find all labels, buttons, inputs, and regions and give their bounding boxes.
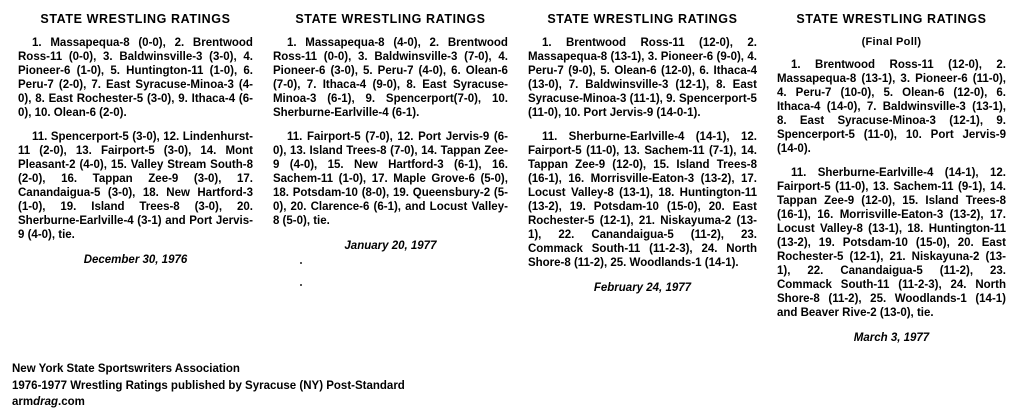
column-4-title: STATE WRESTLING RATINGS xyxy=(796,12,987,26)
ratings-column-1 xyxy=(8,10,263,266)
footer-line-publication: 1976-1977 Wrestling Ratings published by Syracuse (NY) Post-Standard xyxy=(12,379,405,392)
column-3-paragraph-1: 1. Brentwood Ross-11 (12-0), 2. Massapequa-8 (13-1), 3. Pioneer-6 (9-0), 4. Peru-7 (9-0), 5. Olean-6 (12-0), 6. Ithaca-4 (13-0), 7. Baldwinsville-3 (12-1), 8. East Syracuse-Minoa-3 (11-1), 9. Spencerport-5 (11-0), 10. Port Jervis-9 (14-0-1). xyxy=(527,37,757,120)
website-suffix: .com xyxy=(58,396,85,409)
ratings-column-2 xyxy=(263,10,518,252)
column-3-title: STATE WRESTLING RATINGS xyxy=(547,12,738,26)
footer-credits xyxy=(12,361,405,411)
website-emphasis: drag xyxy=(33,396,59,409)
ratings-column-3 xyxy=(518,10,767,294)
scan-artifact-dot xyxy=(300,284,302,286)
column-4-paragraph-1: 1. Brentwood Ross-11 (12-0), 2. Massapequa-8 (13-1), 3. Pioneer-6 (11-0), 4. Peru-7 (10-0), 5. Olean-6 (12-0), 6. Ithaca-4 (14-0), 7. Baldwinsville-3 (13-1), 8. East Syracuse-Minoa-3 (12-1), 9. Spencerport-5 (11-0), 10. Port Jervis-9 (14-0). xyxy=(776,59,1006,156)
column-3-paragraph-2: 11. Sherburne-Earlville-4 (14-1), 12. Fairport-5 (11-0), 13. Sachem-11 (7-1), 14. Tappan Zee-9 (12-0), 15. Island Trees-8 (16-1), 16. Morrisville-Eaton-3 (13-2), 17. Locust Valley-8 (13-1), 18. Huntington-11 (13-2), 19. Potsdam-10 (15-0), 20. East Rochester-5 (12-1), 21. Niskayuma-2 (13-1), 22. Canandaigua-5 (11-2), 23. Commack South-11 (11-2-3), 24. North Shore-8 (11-2), 25. Woodlands-1 (14-1). xyxy=(527,131,757,270)
website-prefix: arm xyxy=(12,396,34,409)
column-2-paragraph-2: 11. Fairport-5 (7-0), 12. Port Jervis-9 (6-0), 13. Island Trees-8 (7-0), 14. Tappan Zee-9 (4-0), 15. New Hartford-3 (6-1), 16. Sachem-11 (1-0), 17. Maple Grove-6 (5-0), 18. Potsdam-10 (8-0), 19. Queensbury-2 (5-0), 20. Clarence-6 (6-1), and Locust Valley-8 (5-0), tie. xyxy=(272,131,508,228)
column-4-date: March 3, 1977 xyxy=(853,332,930,345)
column-1-title: STATE WRESTLING RATINGS xyxy=(40,12,231,26)
column-2-title: STATE WRESTLING RATINGS xyxy=(295,12,486,26)
ratings-column-4 xyxy=(767,10,1016,344)
column-4-paragraph-2: 11. Sherburne-Earlville-4 (14-1), 12. Fairport-5 (11-0), 13. Sachem-11 (9-1), 14. Tappan Zee-9 (12-0), 15. Island Trees-8 (16-1), 16. Morrisville-Eaton-3 (13-2), 17. Locust Valley-8 (13-1), 18. Huntington-11 (13-2), 19. Potsdam-10 (15-0), 20. East Rochester-5 (12-1), 21. Niskayuna-2 (13-1), 22. Canandaigua-5 (11-2), 23. Commack South-11 (11-2-3), 24. North Shore-8 (11-2), 25. Woodlands-1 (14-1) and Beaver Rive-2 (13-0), tie. xyxy=(776,167,1006,320)
column-1-date: December 30, 1976 xyxy=(83,254,188,267)
column-4-subtitle: (Final Poll) xyxy=(861,36,922,48)
column-2-date: January 20, 1977 xyxy=(344,240,437,253)
scan-artifact-dot xyxy=(300,262,302,264)
column-2-paragraph-1: 1. Massapequa-8 (4-0), 2. Brentwood Ross-11 (0-0), 3. Baldwinsville-3 (7-0), 4. Pioneer-6 (3-0), 5. Peru-7 (4-0), 6. Olean-6 (7-0), 7. Ithaca-4 (9-0), 8. East Syracuse-Minoa-3 (6-1), 9. Spencerport(7-0), 10. Sherburne-Earlville-4 (6-1). xyxy=(272,37,508,120)
footer-line-association: New York State Sportswriters Association xyxy=(12,362,240,375)
column-1-paragraph-2: 11. Spencerport-5 (3-0), 12. Lindenhurst-11 (2-0), 13. Fairport-5 (3-0), 14. Mont Pleasant-2 (4-0), 15. Valley Stream South-8 (2-0), 16. Tappan Zee-9 (3-0), 17. Canandaigua-5 (3-0), 18. New Hartford-3 (1-0), 19. Island Trees-8 (3-0), 20. Sherburne-Earlville-4 (3-1) and Port Jervis-9 (4-0), tie. xyxy=(18,131,253,242)
column-3-date: February 24, 1977 xyxy=(593,282,692,295)
column-1-paragraph-1: 1. Massapequa-8 (0-0), 2. Brentwood Ross-11 (0-0), 3. Baldwinsville-3 (3-0), 4. Pioneer-6 (1-0), 5. Huntington-11 (1-0), 6. Peru-7 (2-0), 7. East Syracuse-Minoa-3 (4-0), 8. East Rochester-5 (3-0), 9. Ithaca-4 (6-0), 10. Olean-6 (2-0). xyxy=(18,37,253,120)
footer-line-website xyxy=(12,394,405,411)
